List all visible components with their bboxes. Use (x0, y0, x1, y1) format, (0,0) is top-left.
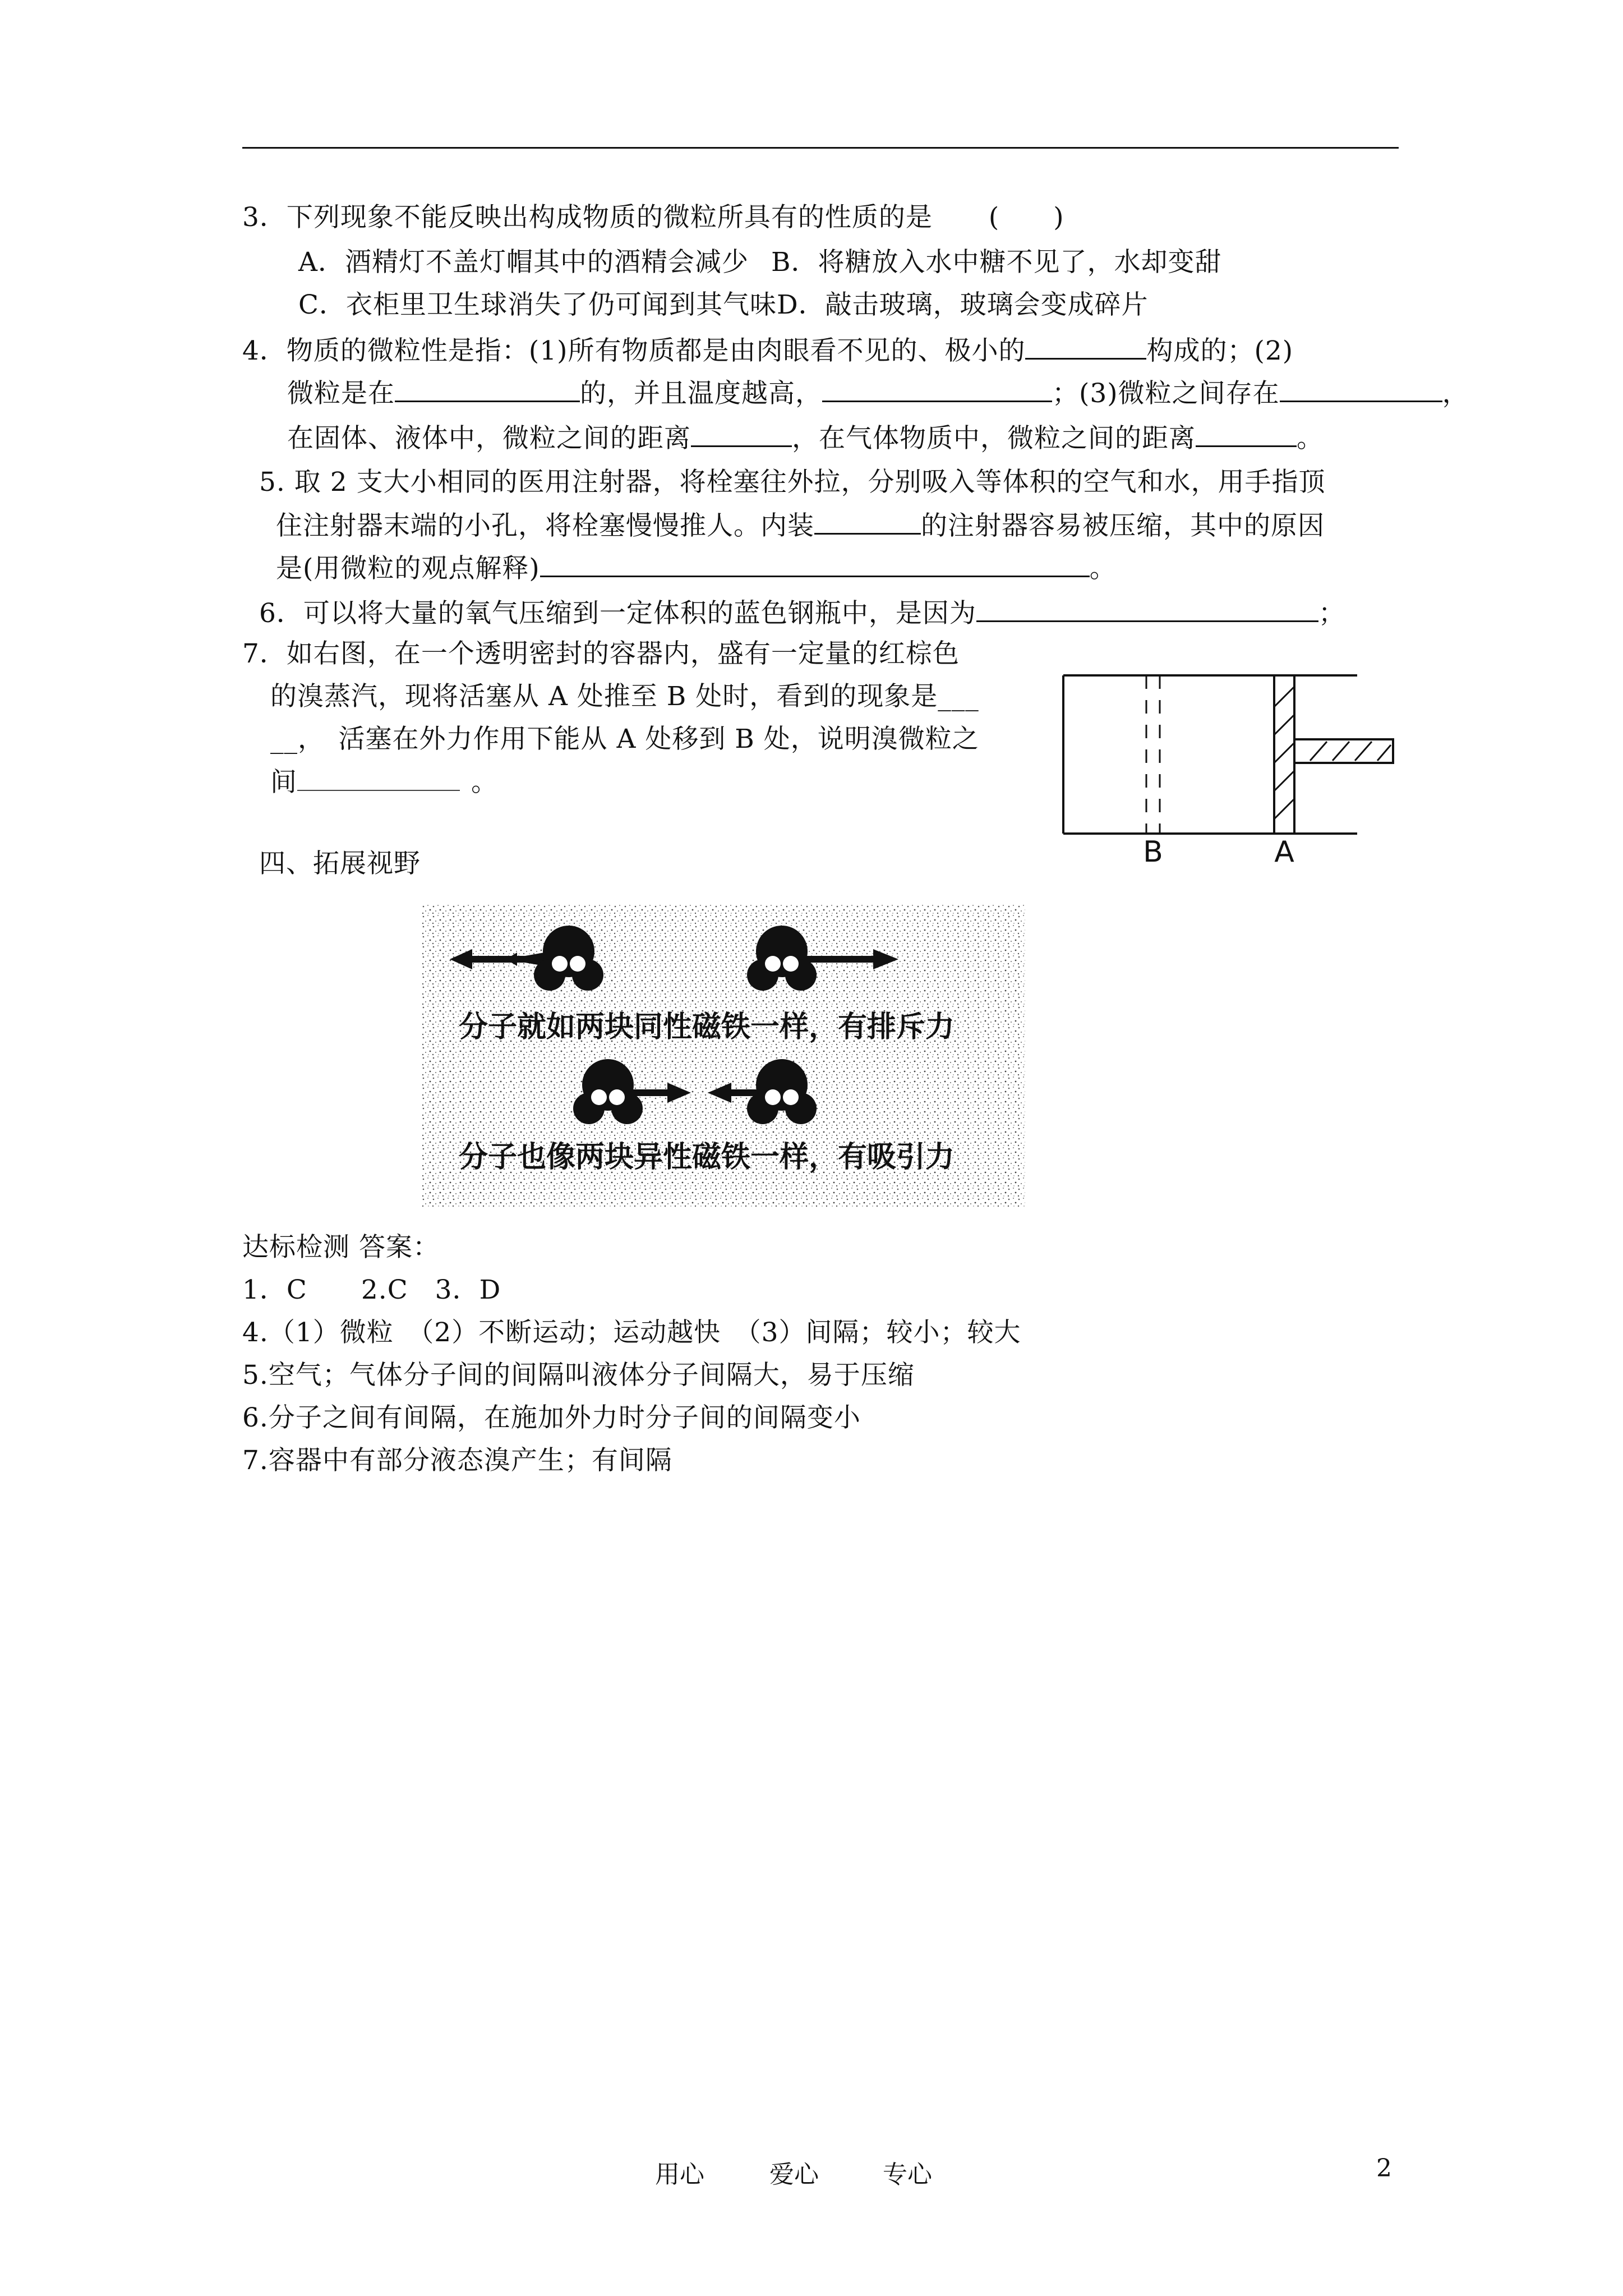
q4-text-3a: 在固体、液体中，微粒之间的距离 (287, 423, 691, 454)
q7-text-4b: 。 (471, 767, 498, 798)
q4-line-3 (287, 421, 1324, 455)
q4-blank-3[interactable] (822, 376, 1052, 402)
q4-text-2a: 微粒是在 (287, 378, 395, 409)
q5-text-3a: 是(用微粒的观点解释) (276, 553, 540, 584)
answer-7: 7.容器中有部分液态溴产生；有间隔 (242, 1445, 672, 1476)
page-number: 2 (1376, 2154, 1392, 2183)
q4-blank-1[interactable] (1025, 333, 1146, 360)
q3-option-c: C．衣柜里卫生球消失了仍可闻到其气味 (298, 289, 777, 320)
answer-1-3: 1．C 2.C 3．D (242, 1274, 501, 1305)
q7-line-2: 的溴蒸汽，现将活塞从 A 处推至 B 处时，看到的现象是___ (270, 681, 979, 712)
figure-caption-repulsion: 分子就如两块同性磁铁一样，有排斥力 (459, 1010, 955, 1044)
q4-text-2d: ， (1442, 378, 1469, 409)
answer-4: 4.（1）微粒 （2）不断运动；运动越快 （3）间隔；较小；较大 (242, 1317, 1021, 1348)
q4-blank-2[interactable] (395, 376, 580, 402)
q3-option-a: A．酒精灯不盖灯帽其中的酒精会减少 (298, 247, 749, 278)
label-a: A (1274, 835, 1294, 869)
q5-blank-2[interactable] (540, 551, 1090, 577)
q5-line-3 (276, 551, 1117, 586)
q5-text-2b: 的注射器容易被压缩，其中的原因 (921, 510, 1325, 541)
q6-blank-1[interactable] (976, 596, 1318, 622)
q5-text-2a: 住注射器末端的小孔，将栓塞慢慢推人。内装 (276, 510, 814, 541)
answer-5: 5.空气；气体分子间的间隔叫液体分子间隔大，易于压缩 (242, 1360, 915, 1391)
header-rule (242, 147, 1399, 149)
q3-stem-line (242, 201, 1064, 234)
q4-text-2c: ；(3)微粒之间存在 (1052, 378, 1280, 409)
label-b: B (1143, 835, 1163, 869)
figure-caption-attraction: 分子也像两块异性磁铁一样，有吸引力 (459, 1140, 955, 1174)
answers-title: 达标检测 答案： (242, 1232, 440, 1263)
q5-blank-1[interactable] (814, 508, 921, 535)
q3-stem: 3．下列现象不能反映出构成物质的微粒所具有的性质的是 (242, 202, 933, 233)
arrow-right-shaft (803, 956, 876, 963)
q4-text-3b: ，在气体物质中，微粒之间的距离 (792, 423, 1196, 454)
q7-line-1: 7．如右图，在一个透明密封的容器内，盛有一定量的红棕色 (242, 638, 960, 669)
q4-line-1 (242, 333, 1293, 368)
arrow-left-shaft (461, 956, 545, 963)
q7-line-4 (270, 765, 498, 799)
q6-line-1 (259, 596, 1345, 631)
q6-text-1b: ； (1318, 598, 1345, 629)
q7-line-3: __， 活塞在外力作用下能从 A 处移到 B 处，说明溴微粒之 (270, 724, 979, 754)
piston-cylinder-diagram (1054, 668, 1402, 875)
section-4-title: 四、拓展视野 (259, 848, 421, 879)
q4-line-2 (287, 376, 1469, 411)
answer-6: 6.分子之间有间隔，在施加外力时分子间的间隔变小 (242, 1402, 861, 1433)
q7-text-4a: 间 (270, 767, 297, 798)
q4-blank-6[interactable] (1196, 421, 1297, 447)
q4-text-3c: 。 (1297, 423, 1324, 454)
q7-blank-1[interactable] (297, 765, 460, 791)
footer-word-2: 爱心 (769, 2160, 819, 2189)
footer-word-1: 用心 (655, 2160, 704, 2189)
q5-text-3b: 。 (1089, 553, 1117, 584)
q4-blank-5[interactable] (691, 421, 792, 447)
q3-option-d: D．敲击玻璃，玻璃会变成碎片 (776, 289, 1149, 320)
q5-line-1: 5. 取 2 支大小相同的医用注射器，将栓塞往外拉，分别吸入等体积的空气和水，用手指顶 (259, 467, 1326, 498)
q3-answer-paren: ( ) (988, 202, 1064, 233)
molecule-magnet-figure (422, 904, 1025, 1207)
q5-line-2 (276, 508, 1325, 543)
q6-text-1a: 6．可以将大量的氧气压缩到一定体积的蓝色钢瓶中，是因为 (259, 598, 976, 629)
q3-options-cd (298, 288, 1149, 322)
q4-text-1a: 4．物质的微粒性是指：(1)所有物质都是由肉眼看不见的、极小的 (242, 335, 1026, 366)
q3-option-b: B．将糖放入水中糖不见了，水却变甜 (771, 247, 1222, 278)
q4-text-2b: 的，并且温度越高， (580, 378, 822, 409)
q3-options-ab (298, 246, 1222, 279)
q4-text-1b: 构成的；(2) (1146, 335, 1294, 366)
q4-blank-4[interactable] (1280, 376, 1442, 402)
footer-word-3: 专心 (883, 2160, 932, 2189)
